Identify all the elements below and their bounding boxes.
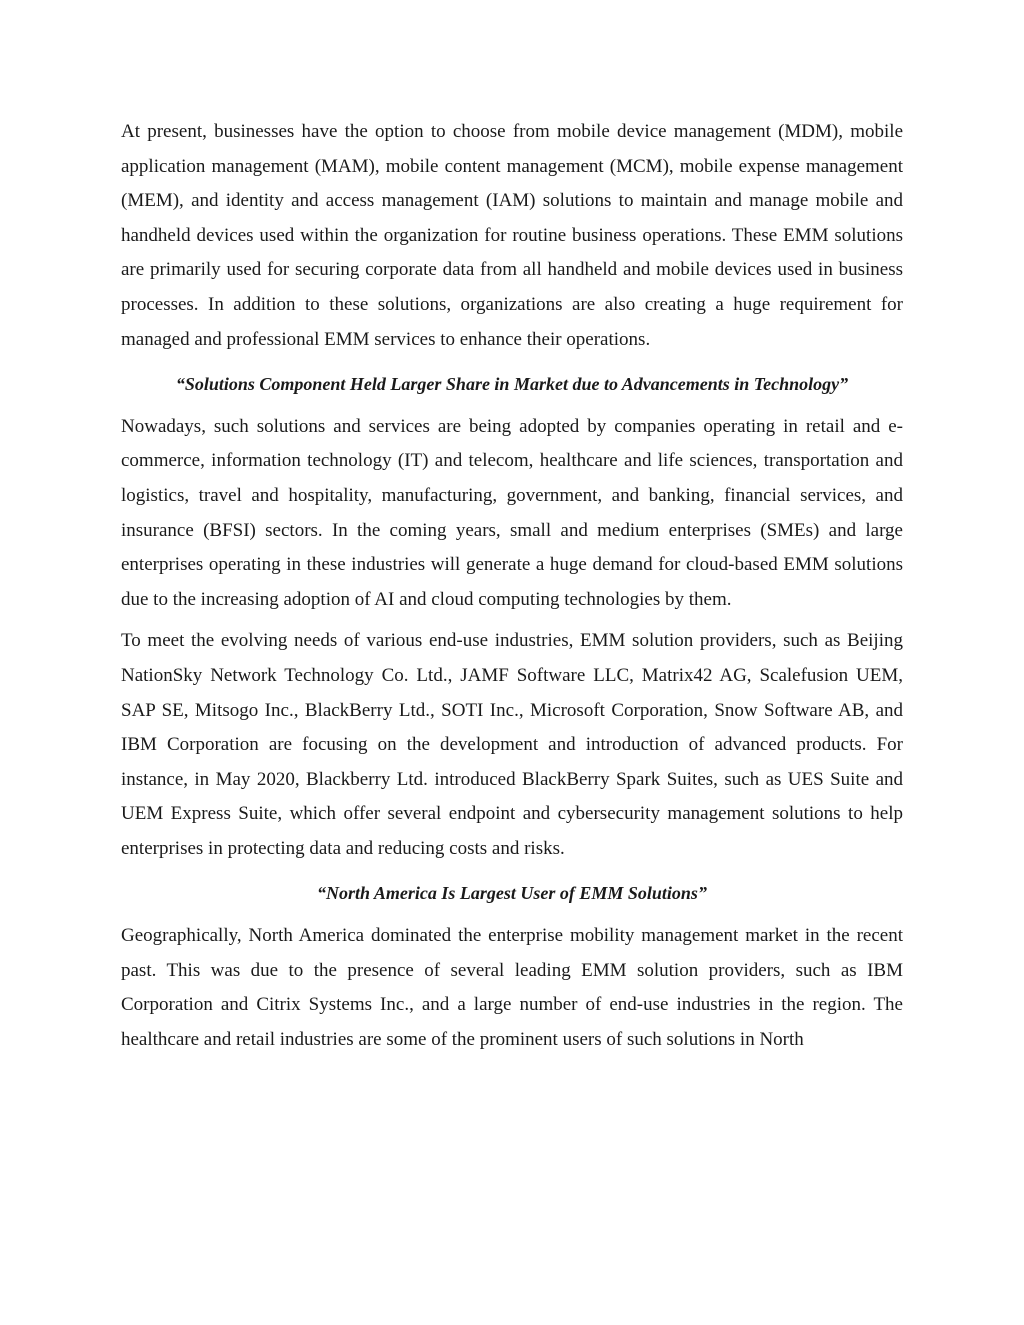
section-heading-north-america: “North America Is Largest User of EMM Solutions” [317,883,707,904]
paragraph-geography: Geographically, North America dominated the enterprise mobility management market in the recent past. This was due to the presence of several leading EMM solution providers, such as IBM Corporation and Citrix Systems Inc., and a large number of end-use industries in the region. The healthcare and retail industries are some of the prominent users of such solutions in North [121,925,903,1050]
section-heading-solutions: “Solutions Component Held Larger Share in Market due to Advancements in Technology” [175,374,849,395]
paragraph-adoption: Nowadays, such solutions and services are being adopted by companies operating in retail and e-commerce, information technology (IT) and telecom, healthcare and life sciences, transportation and logistics, travel and hospitality, manufacturing, government, and banking, financial services, and insurance (BFSI) sectors. In the coming years, small and medium enterprises (SMEs) and large enterprises operating in these industries will generate a huge demand for cloud-based EMM solutions due to the increasing adoption of AI and cloud computing technologies by them. [121,415,903,610]
paragraph-intro: At present, businesses have the option to choose from mobile device management (MDM), mobile application management (MAM), mobile content management (MCM), mobile expense management (MEM), and identity and access management (IAM) solutions to maintain and manage mobile and handheld devices used within the organization for routine business operations. These EMM solutions are primarily used for securing corporate data from all handheld and mobile devices used in business processes. In addition to these solutions, organizations are also creating a huge requirement for managed and professional EMM services to enhance their operations. [121,121,903,350]
paragraph-providers: To meet the evolving needs of various end-use industries, EMM solution providers, such as Beijing NationSky Network Technology Co. Ltd., JAMF Software LLC, Matrix42 AG, Scalefusion UEM, SAP SE, Mitsogo Inc., BlackBerry Ltd., SOTI Inc., Microsoft Corporation, Snow Software AB, and IBM Corporation are focusing on the development and introduction of advanced products. For instance, in May 2020, Blackberry Ltd. introduced BlackBerry Spark Suites, such as UES Suite and UEM Express Suite, which offer several endpoint and cybersecurity management solutions to help enterprises in protecting data and reducing costs and risks. [121,630,903,859]
document-page [121,115,903,1057]
